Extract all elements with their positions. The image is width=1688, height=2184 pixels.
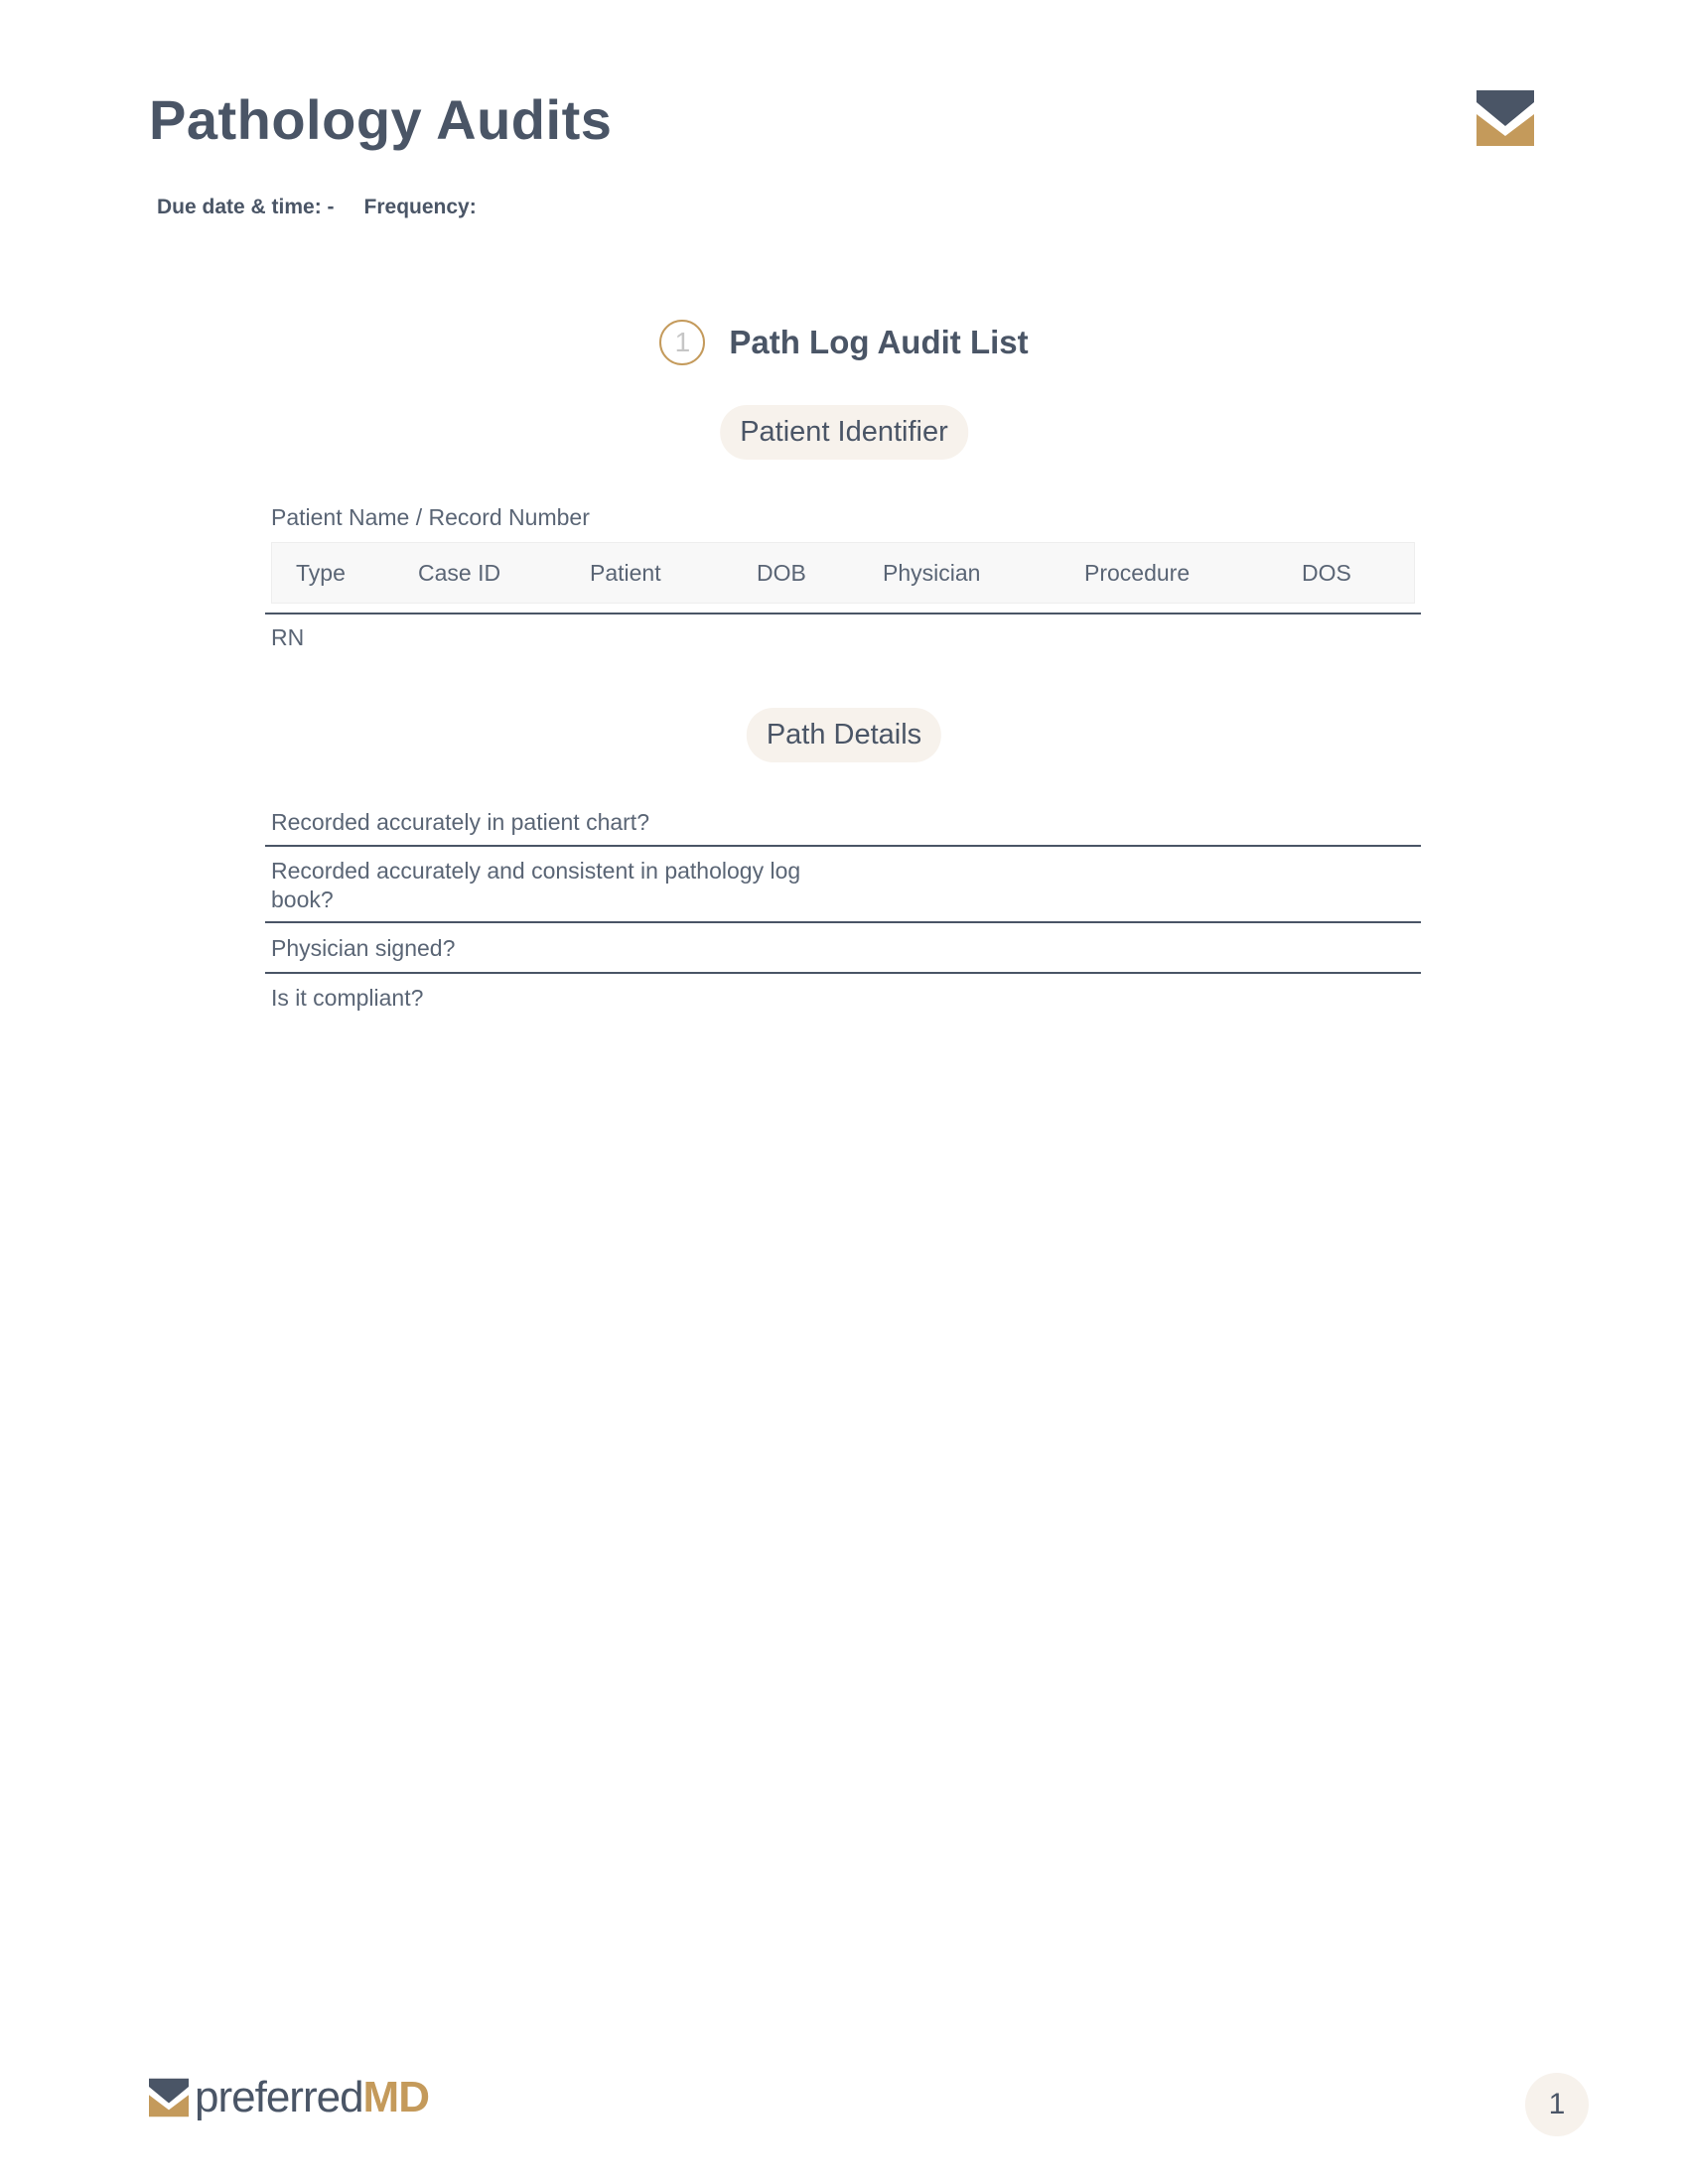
- step-number: 1: [659, 320, 705, 365]
- meta-row: [157, 196, 477, 219]
- question-compliant: Is it compliant?: [271, 985, 424, 1011]
- table-header: [271, 542, 1415, 604]
- question-physician-signed: Physician signed?: [271, 935, 456, 961]
- table-cell-type: RN: [271, 624, 305, 650]
- brand-name: preferredMD: [195, 2073, 429, 2121]
- page-title: Pathology Audits: [149, 88, 613, 151]
- due-date-label: Due date & time: -: [157, 196, 335, 218]
- frequency-label: Frequency:: [363, 196, 477, 218]
- section-title: Path Log Audit List: [729, 324, 1029, 360]
- checkmark-shield-icon: [1477, 90, 1534, 146]
- column-header-dos: DOS: [1302, 560, 1351, 586]
- path-details-heading: Path Details: [747, 708, 941, 762]
- divider: [265, 972, 1421, 974]
- column-header-dob: DOB: [757, 560, 806, 586]
- divider: [265, 845, 1421, 847]
- checkmark-shield-icon: [149, 2078, 189, 2117]
- column-header-case-id: Case ID: [418, 560, 501, 586]
- section-header: [0, 320, 1688, 365]
- column-header-type: Type: [296, 560, 346, 586]
- page-number: 1: [1525, 2073, 1589, 2136]
- column-header-patient: Patient: [590, 560, 661, 586]
- patient-field-label: Patient Name / Record Number: [271, 504, 590, 530]
- footer-logo: [149, 2073, 429, 2122]
- question-log-book: Recorded accurately and consistent in pathology log book?: [271, 858, 801, 912]
- column-header-procedure: Procedure: [1084, 560, 1191, 586]
- column-header-physician: Physician: [883, 560, 981, 586]
- patient-identifier-heading: Patient Identifier: [720, 405, 968, 460]
- divider: [265, 613, 1421, 614]
- divider: [265, 921, 1421, 923]
- question-chart: Recorded accurately in patient chart?: [271, 809, 649, 835]
